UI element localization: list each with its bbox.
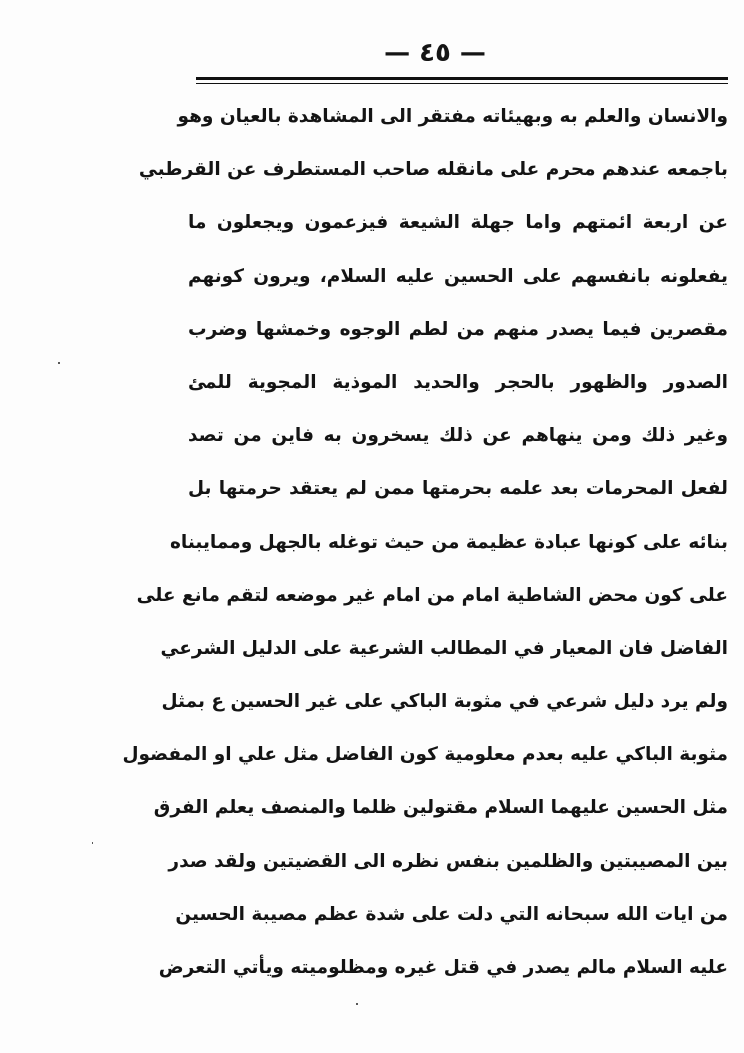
scan-speck	[58, 362, 60, 364]
text-line: الصدور والظهور بالحجر والحديد الموذية المجوية للمئ	[188, 371, 728, 393]
text-line: والانسان والعلم به وبهيئاته مفتقر الى المشاهدة بالعيان وهو	[177, 106, 728, 127]
text-line: من ايات الله سبحانه التي دلت على شدة عظم مصيبة الحسين	[175, 903, 728, 925]
header-rule-thin	[196, 83, 728, 84]
text-line: على كون محض الشاطية امام من امام غير موضعه لتقم مانع على	[136, 584, 728, 606]
page-number: — ٤٥ —	[384, 38, 486, 68]
body-text	[122, 90, 728, 994]
text-line: عليه السلام مالم يصدر في قتل غيره ومظلوميته ويأتي التعرض	[158, 957, 728, 978]
text-line: وغير ذلك ومن ينهاهم عن ذلك يسخرون به فاين من تصد	[188, 425, 728, 447]
text-line: ولم يرد دليل شرعي في مثوبة الباكي على غير الحسين ع بمثل	[161, 691, 728, 713]
text-line: مثل الحسين عليهما السلام مقتولين ظلما والمنصف يعلم الفرق	[153, 797, 728, 819]
scan-speck	[92, 842, 93, 844]
text-line: مقصرين فيما يصدر منهم من لطم الوجوه وخمشها وضرب	[188, 318, 728, 340]
text-line: عن اربعة ائمتهم واما جهلة الشيعة فيزعمون ويجعلون ما	[188, 212, 728, 234]
text-line: الفاضل فان المعيار في المطالب الشرعية على الدليل الشرعي	[160, 637, 728, 659]
text-line: لفعل المحرمات بعد علمه بحرمتها ممن لم يعتقد حرمتها بل	[188, 478, 728, 500]
text-line: باجمعه عندهم محرم على مانقله صاحب المستطرف عن القرطبي	[138, 159, 728, 181]
text-line: مثوبة الباكي عليه بعدم معلومية كون الفاضل مثل علي او المفضول	[122, 744, 728, 766]
scan-speck	[356, 1003, 358, 1005]
text-line: بين المصيبتين والظلمين بنفس نظره الى القضيتين ولقد صدر	[168, 850, 728, 872]
header-rule	[196, 77, 728, 80]
text-line: يفعلونه بانفسهم على الحسين عليه السلام، ويرون كونهم	[188, 265, 728, 287]
text-line: بنائه على كونها عبادة عظيمة من حيث توغله بالجهل وممايبناه	[170, 531, 728, 553]
